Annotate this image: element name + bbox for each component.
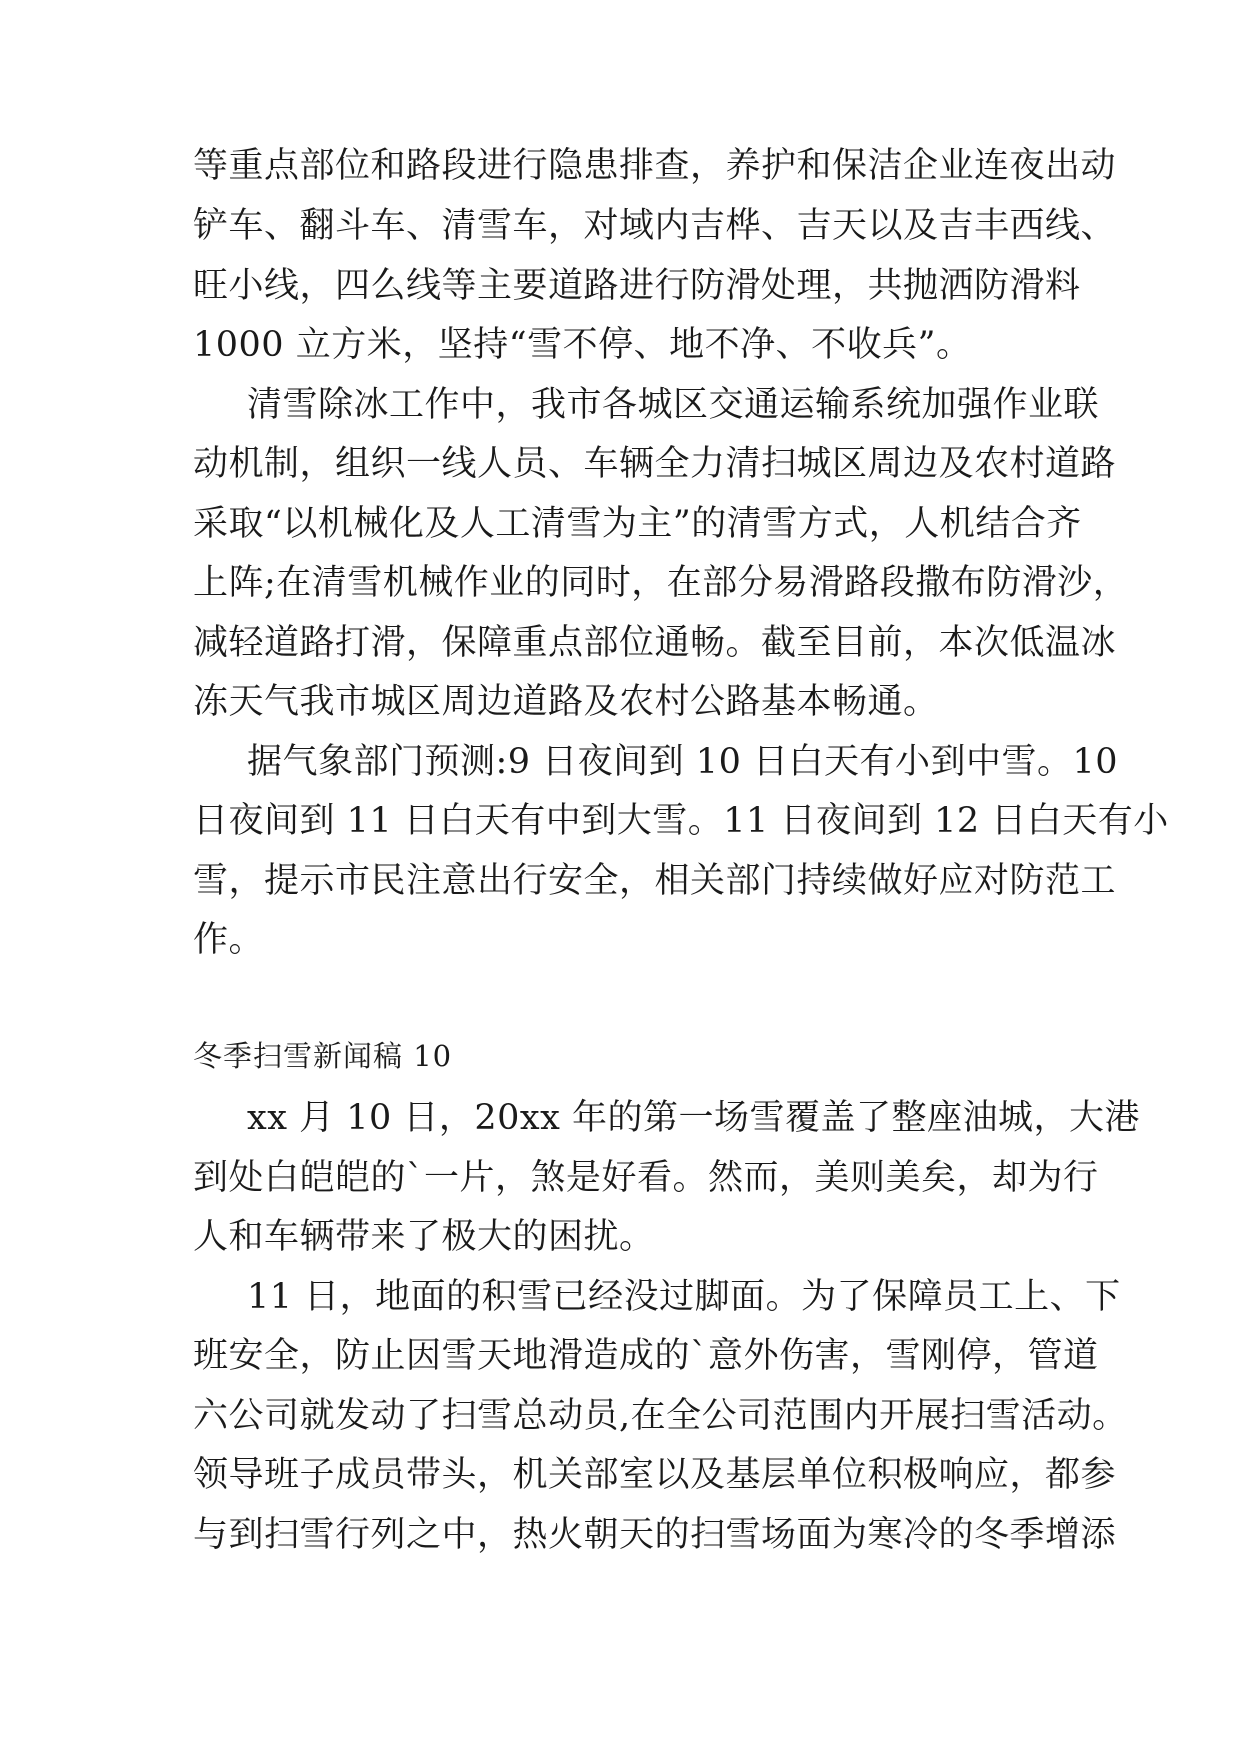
paragraph-first-line: 清雪除冰工作中，我市各城区交通运输系统加强作业联 [247, 385, 1100, 425]
body-text-line: 上阵;在清雪机械作业的同时，在部分易滑路段撒布防滑沙， [193, 563, 1129, 603]
body-text-line: 领导班子成员带头，机关部室以及基层单位积极响应，都参 [193, 1455, 1117, 1495]
paragraph-first-line: 据气象部门预测:9 日夜间到 10 日白天有小到中雪。10 [247, 742, 1119, 782]
body-text-line: 旺小线，四么线等主要道路进行防滑处理，共抛洒防滑料 [193, 266, 1081, 306]
body-text-line: 动机制，组织一线人员、车辆全力清扫城区周边及农村道路 [193, 444, 1117, 484]
body-text-line: 日夜间到 11 日白天有中到大雪。11 日夜间到 12 日白天有小 [193, 801, 1169, 841]
body-text-line: 等重点部位和路段进行隐患排查，养护和保洁企业连夜出动 [193, 146, 1117, 186]
body-text-line: 班安全，防止因雪天地滑造成的`意外伤害，雪刚停，管道 [193, 1336, 1099, 1376]
body-text-line: 雪，提示市民注意出行安全，相关部门持续做好应对防范工 [193, 861, 1117, 901]
section-heading: 冬季扫雪新闻稿 10 [193, 1039, 453, 1073]
body-text-line: 铲车、翻斗车、清雪车，对域内吉桦、吉天以及吉丰西线、 [193, 206, 1117, 246]
body-text-line: 六公司就发动了扫雪总动员,在全公司范围内开展扫雪活动。 [193, 1396, 1128, 1436]
body-text-line: 采取“以机械化及人工清雪为主”的清雪方式，人机结合齐 [193, 504, 1082, 544]
paragraph-first-line: xx 月 10 日，20xx 年的第一场雪覆盖了整座油城，大港 [247, 1098, 1141, 1138]
body-text-line: 人和车辆带来了极大的困扰。 [193, 1217, 655, 1257]
body-text-line: 冻天气我市城区周边道路及农村公路基本畅通。 [193, 682, 939, 722]
body-text-line: 与到扫雪行列之中，热火朝天的扫雪场面为寒冷的冬季增添 [193, 1515, 1117, 1555]
body-text-line: 1000 立方米，坚持“雪不停、地不净、不收兵”。 [193, 325, 972, 365]
paragraph-first-line: 11 日，地面的积雪已经没过脚面。为了保障员工上、下 [247, 1277, 1121, 1317]
body-text-line: 作。 [193, 920, 265, 960]
body-text-line: 到处白皑皑的`一片，煞是好看。然而，美则美矣，却为行 [193, 1158, 1099, 1198]
body-text-line: 减轻道路打滑，保障重点部位通畅。截至目前，本次低温冰 [193, 623, 1117, 663]
